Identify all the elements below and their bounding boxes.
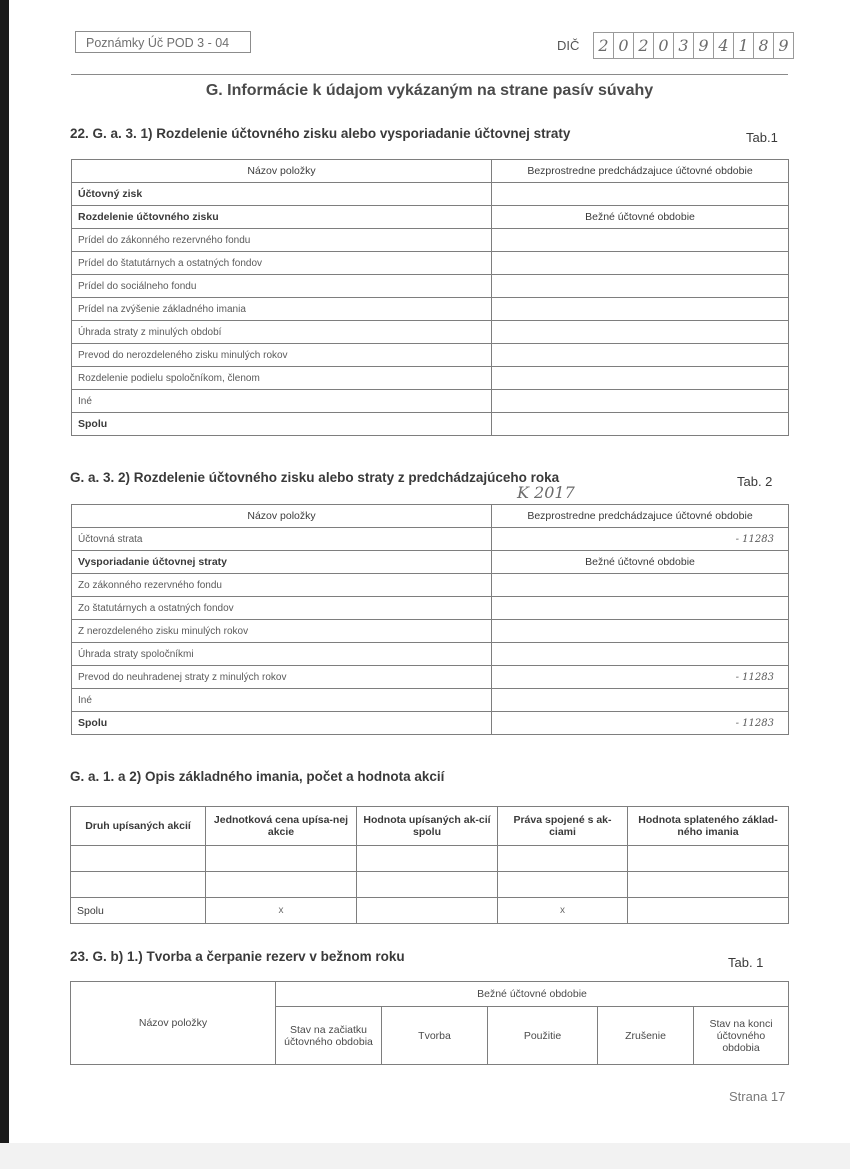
row-label: Z nerozdeleného zisku minulých rokov — [72, 620, 492, 643]
value-cell — [492, 344, 789, 367]
table-row — [72, 390, 789, 413]
cell — [357, 846, 498, 872]
col-header: Hodnota splateného základ-ného imania — [628, 807, 789, 846]
row-label: Prídel do zákonného rezervného fondu — [72, 229, 492, 252]
table-row — [72, 275, 789, 298]
row-label: Iné — [72, 689, 492, 712]
dic-digit: 3 — [674, 33, 694, 58]
scan-bottom — [0, 1143, 850, 1169]
dic-digit: 2 — [594, 33, 614, 58]
row-label: Prevod do nerozdeleného zisku minulých rokov — [72, 344, 492, 367]
table-row — [72, 620, 789, 643]
table-row — [72, 206, 789, 229]
col-header: Jednotková cena upísa-nej akcie — [206, 807, 357, 846]
settlement-label: Vysporiadanie účtovnej straty — [72, 551, 492, 574]
value-cell — [492, 689, 789, 712]
cell — [357, 872, 498, 898]
header-rule — [71, 74, 788, 75]
dic-label: DIČ — [557, 38, 580, 53]
table-row — [71, 898, 789, 924]
value-cell — [492, 275, 789, 298]
value-cell — [492, 367, 789, 390]
form-code-box: Poznámky Úč POD 3 - 04 — [75, 31, 251, 53]
col-header: Stav na začiatku účtovného obdobia — [276, 1007, 382, 1065]
col-header: Použitie — [488, 1007, 598, 1065]
section2-heading: G. a. 3. 2) Rozdelenie účtovného zisku alebo straty z predchádzajúceho roka — [70, 470, 560, 485]
value-cell: - 11283 — [492, 666, 789, 689]
col-header: Hodnota upísaných ak-cií spolu — [357, 807, 498, 846]
col-prev-header: Bezprostredne predchádzajuce účtovné obdobie — [492, 160, 789, 183]
table-row — [72, 252, 789, 275]
table-row — [71, 846, 789, 872]
value-cell — [492, 252, 789, 275]
cell — [628, 872, 789, 898]
table-row — [72, 597, 789, 620]
reserves-table — [70, 981, 789, 1065]
dic-digit: 4 — [714, 33, 734, 58]
dic-digit: 1 — [734, 33, 754, 58]
page-title: G. Informácie k údajom vykázaným na strane pasív súvahy — [205, 82, 654, 99]
profit-label: Účtovný zisk — [72, 183, 492, 206]
page-number: Strana 17 — [729, 1089, 786, 1104]
col-header: Druh upísaných akcií — [71, 807, 206, 846]
cell — [71, 846, 206, 872]
col-header: Tvorba — [382, 1007, 488, 1065]
profit-distribution-table — [71, 159, 789, 436]
dic-digit: 2 — [634, 33, 654, 58]
row-label: Zo zákonného rezervného fondu — [72, 574, 492, 597]
loss-label: Účtovná strata — [72, 528, 492, 551]
cell — [498, 846, 628, 872]
cell — [71, 872, 206, 898]
row-label: Prídel na zvýšenie základného imania — [72, 298, 492, 321]
row-label: Úhrada straty z minulých období — [72, 321, 492, 344]
value-cell — [492, 390, 789, 413]
col-name-header: Názov položky — [72, 505, 492, 528]
table-row — [72, 229, 789, 252]
current-period-header: Bežné účtovné obdobie — [492, 551, 789, 574]
col-header: Stav na konci účtovného obdobia — [694, 1007, 789, 1065]
cell — [498, 872, 628, 898]
current-period-header: Bežné účtovné obdobie — [276, 982, 789, 1007]
handwritten-year-note: K 2017 — [517, 483, 575, 502]
table-row — [72, 321, 789, 344]
table-row — [72, 712, 789, 735]
table-row — [72, 413, 789, 436]
value-cell — [492, 229, 789, 252]
x-mark: x — [206, 898, 357, 924]
cell — [206, 872, 357, 898]
col-header: Zrušenie — [598, 1007, 694, 1065]
section1-heading: 22. G. a. 3. 1) Rozdelenie účtovného zisku alebo vysporiadanie účtovnej straty — [70, 126, 571, 141]
table-row — [72, 528, 789, 551]
document-page — [9, 0, 850, 1143]
table-row — [72, 367, 789, 390]
total-label: Spolu — [72, 413, 492, 436]
dic-digit: 9 — [778, 36, 789, 55]
section3-heading: G. a. 1. a 2) Opis základného imania, počet a hodnota akcií — [70, 769, 445, 784]
dic-digit: 0 — [654, 33, 674, 58]
row-label: Prídel do štatutárnych a ostatných fondov — [72, 252, 492, 275]
value-cell — [492, 574, 789, 597]
section1-tab-label: Tab.1 — [746, 130, 778, 145]
col-prev-header: Bezprostredne predchádzajuce účtovné obdobie — [492, 505, 789, 528]
row-label: Prevod do neuhradenej straty z minulých rokov — [72, 666, 492, 689]
row-label: Zo štatutárnych a ostatných fondov — [72, 597, 492, 620]
current-period-header: Bežné účtovné obdobie — [492, 206, 789, 229]
value-cell — [492, 413, 789, 436]
value-cell — [492, 597, 789, 620]
col-name-header: Názov položky — [72, 160, 492, 183]
row-label: Prídel do sociálneho fondu — [72, 275, 492, 298]
scan-edge — [0, 0, 9, 1169]
table-row — [72, 183, 789, 206]
value-cell — [492, 620, 789, 643]
col-header: Práva spojené s ak-ciami — [498, 807, 628, 846]
x-mark: x — [498, 898, 628, 924]
table-row — [71, 872, 789, 898]
value-cell — [492, 321, 789, 344]
section2-tab-label: Tab. 2 — [737, 474, 773, 489]
dic-field — [593, 32, 794, 59]
table-row — [72, 643, 789, 666]
col-name-header: Názov položky — [71, 982, 276, 1065]
dic-digit: 0 — [614, 33, 634, 58]
table-row — [72, 689, 789, 712]
table-row — [72, 298, 789, 321]
section4-heading: 23. G. b) 1.) Tvorba a čerpanie rezerv v bežnom roku — [70, 949, 405, 964]
cell — [357, 898, 498, 924]
table-row — [72, 574, 789, 597]
cell — [628, 846, 789, 872]
loss-value: - 11283 — [492, 528, 789, 551]
table-row — [72, 344, 789, 367]
distribution-label: Rozdelenie účtovného zisku — [72, 206, 492, 229]
section4-tab-label: Tab. 1 — [728, 955, 764, 970]
table-row — [72, 551, 789, 574]
row-label: Iné — [72, 390, 492, 413]
row-label: Úhrada straty spoločníkmi — [72, 643, 492, 666]
share-capital-table — [70, 806, 789, 924]
total-value: - 11283 — [492, 712, 789, 735]
dic-digit: 8 — [754, 33, 774, 58]
value-cell — [492, 183, 789, 206]
value-cell — [492, 298, 789, 321]
row-label: Rozdelenie podielu spoločníkom, členom — [72, 367, 492, 390]
loss-settlement-table — [71, 504, 789, 735]
dic-digit: 9 — [694, 33, 714, 58]
table-row — [72, 666, 789, 689]
value-cell — [492, 643, 789, 666]
cell — [628, 898, 789, 924]
total-label: Spolu — [72, 712, 492, 735]
cell — [206, 846, 357, 872]
total-label: Spolu — [71, 898, 206, 924]
